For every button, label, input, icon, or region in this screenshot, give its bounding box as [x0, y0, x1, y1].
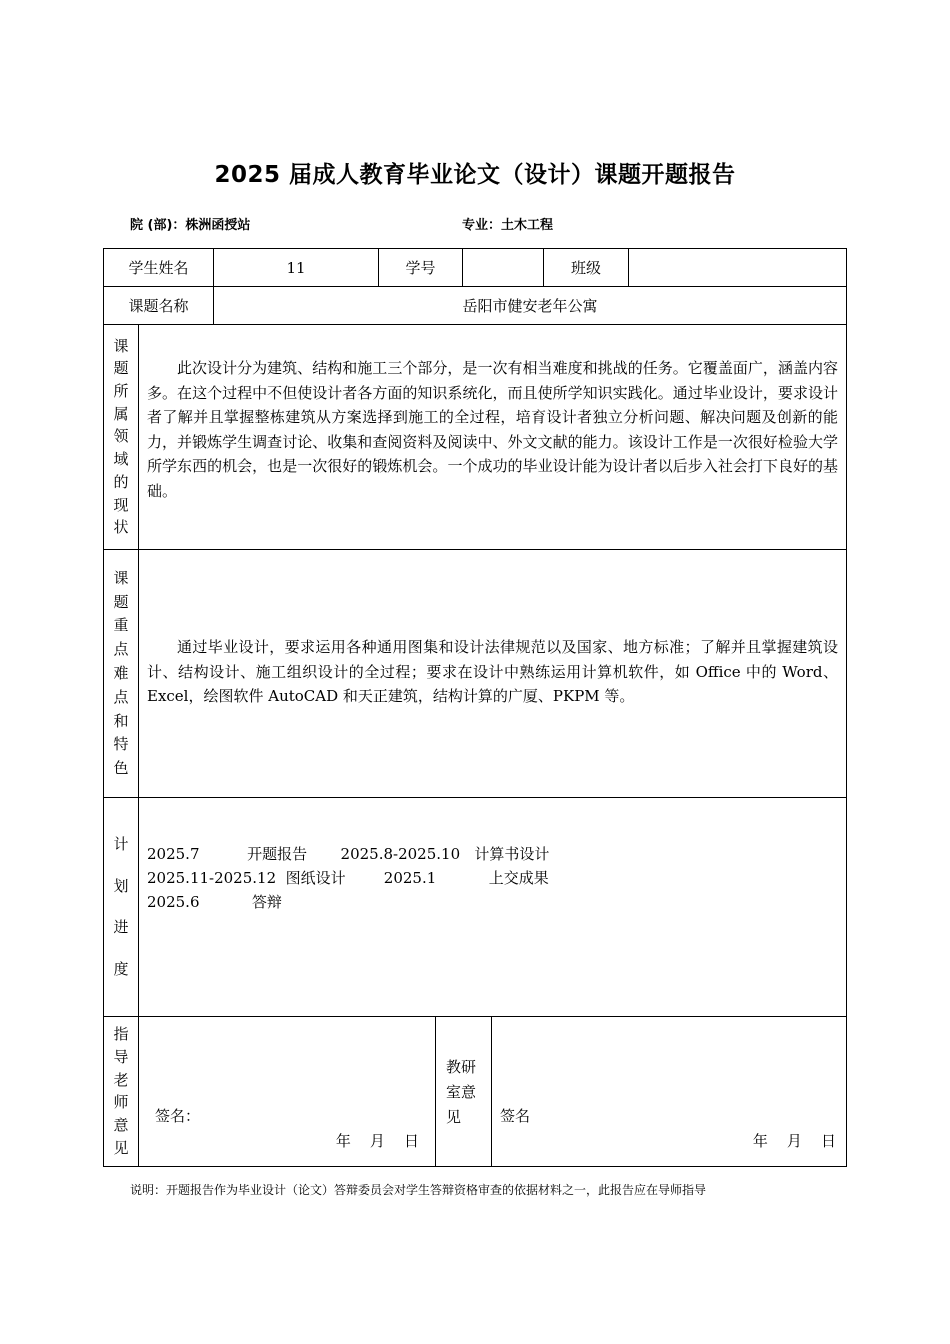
office-date: 年 月 日 [752, 1132, 836, 1150]
status-label-char: 状 [113, 518, 129, 537]
status-label-char: 课 [113, 336, 129, 355]
class-label: 班级 [544, 249, 629, 287]
focus-label-char: 点 [113, 687, 129, 706]
status-label-char: 域 [113, 450, 129, 469]
topic-label: 课题名称 [104, 287, 214, 325]
plan-content [139, 798, 846, 1017]
advisor-sign: 签名： [155, 1107, 201, 1125]
student-name-value: 11 [214, 249, 379, 287]
status-label-char: 题 [113, 359, 129, 378]
office-label-line: 见 [446, 1108, 462, 1126]
plan-label-char: 度 [113, 960, 129, 979]
plan-label-char: 进 [113, 918, 129, 937]
status-content [139, 325, 846, 550]
status-label [104, 325, 139, 550]
plan-label-char: 划 [113, 876, 129, 895]
office-opinion [492, 1017, 846, 1166]
page-title: 2025 届成人教育毕业论文（设计）课题开题报告 [214, 162, 736, 188]
focus-label-char: 课 [113, 568, 129, 587]
status-label-char: 现 [113, 495, 129, 514]
focus-label-char: 色 [113, 759, 129, 778]
footnote: 说明：开题报告作为毕业设计（论文）答辩委员会对学生答辩资格审查的依据材料之一，此报告应在导师指导 [130, 1183, 707, 1197]
focus-label [104, 550, 139, 798]
office-label [436, 1017, 492, 1166]
status-text: 此次设计分为建筑、结构和施工三个部分，是一次有相当难度和挑战的任务。它覆盖面广，涵盖内容多。在这个过程中不但使设计者各方面的知识系统化，而且使所学知识实践化。通过毕业设计，要求设计者了解并且掌握整栋建筑从方案选择到施工的全过程，培育设计者独立分析问题、解决问题及创新的能力，并锻炼学生调查讨论、收集和查阅资料及阅读中、外文文献的能力。该设计工作是一次很好检验大学所学东西的机会，也是一次很好的锻炼机会。一个成功的毕业设计能为设计者以后步入社会打下良好的基础。 [147, 359, 838, 500]
office-label-line: 教研 [446, 1058, 477, 1076]
plan-line: 2025.7 开题报告 2025.8-2025.10 计算书设计 [147, 845, 550, 863]
student-name-label: 学生姓名 [104, 249, 214, 287]
focus-label-char: 题 [113, 592, 129, 611]
major-field: 专业：土木工程 [462, 218, 554, 233]
advisor-label-char: 导 [113, 1047, 129, 1066]
report-table [103, 248, 847, 1167]
office-sign: 签名 [500, 1107, 531, 1125]
focus-content [139, 550, 846, 798]
advisor-label-char: 老 [113, 1070, 129, 1089]
focus-label-char: 点 [113, 640, 129, 659]
focus-label-char: 和 [113, 711, 129, 730]
plan-label-char: 计 [113, 834, 129, 853]
student-id-label: 学号 [379, 249, 463, 287]
plan-label [104, 798, 139, 1017]
status-label-char: 属 [113, 404, 129, 423]
focus-label-char: 难 [113, 663, 129, 682]
class-value [629, 249, 846, 287]
status-label-char: 领 [113, 427, 129, 446]
topic-value: 岳阳市健安老年公寓 [214, 287, 846, 325]
status-label-char: 所 [113, 382, 129, 401]
plan-line: 2025.6 答辩 [147, 893, 282, 911]
focus-label-char: 特 [113, 735, 129, 754]
advisor-label-char: 意 [113, 1116, 129, 1135]
office-label-line: 室意 [446, 1083, 477, 1101]
focus-text: 通过毕业设计，要求运用各种通用图集和设计法律规范以及国家、地方标准；了解并且掌握建筑设计、结构设计、施工组织设计的全过程；要求在设计中熟练运用计算机软件，如 Office 中的 Word、Excel，绘图软件 AutoCAD 和天正建筑，结构计算的广厦、PKPM 等。 [147, 638, 838, 705]
advisor-date: 年 月 日 [335, 1132, 419, 1150]
status-label-char: 的 [113, 472, 129, 491]
plan-line: 2025.11-2025.12 图纸设计 2025.1 上交成果 [147, 869, 549, 887]
advisor-label-char: 师 [113, 1093, 129, 1112]
focus-label-char: 重 [113, 616, 129, 635]
advisor-label-char: 指 [113, 1024, 129, 1043]
student-id-value [463, 249, 544, 287]
advisor-opinion [139, 1017, 436, 1166]
college-field: 院 (部)：株洲函授站 [130, 218, 251, 233]
advisor-label [104, 1017, 139, 1166]
advisor-label-char: 见 [113, 1139, 129, 1158]
